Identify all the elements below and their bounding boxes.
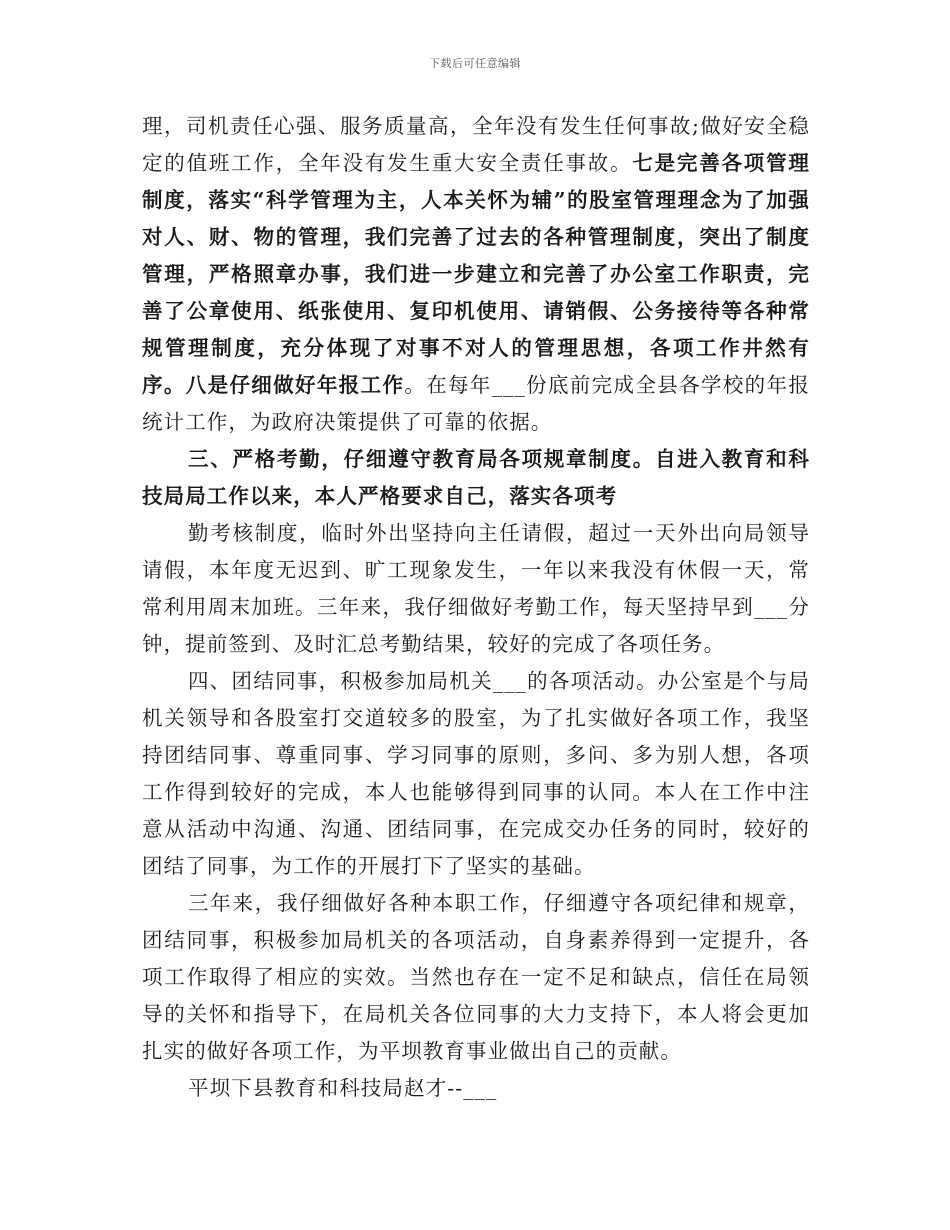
page-header: 下载后可任意编辑 (429, 57, 521, 70)
document-body (142, 108, 810, 1107)
paragraph-2-heading: 三、严格考勤，仔细遵守教育局各项规章制度。自进入教育和科技局局工作以来，本人严格要求自己，落实各项考 (142, 447, 810, 508)
paragraph-1 (142, 108, 810, 441)
signature-line: 平坝下县教育和科技局赵才--___ (188, 1076, 498, 1100)
paragraph-3: 勤考核制度，临时外出坚持向主任请假，超过一天外出向局领导请假，本年度无迟到、旷工现象发生，一年以来我没有休假一天，常常利用周末加班。三年来，我仔细做好考勤工作，每天坚持早到___分钟，提前签到、及时汇总考勤结果，较好的完成了各项任务。 (142, 521, 810, 656)
paragraph-5: 三年来，我仔细做好各种本职工作，仔细遵守各项纪律和规章，团结同事，积极参加局机关的各项活动，自身素养得到一定提升，各项工作取得了相应的实效。当然也存在一定不足和缺点，信任在局领导的关怀和指导下，在局机关各位同事的大力支持下，本人将会更加扎实的做好各项工作，为平坝教育事业做出自己的贡献。 (142, 891, 810, 1063)
paragraph-1-text-b: 。在每年___份底前完成全县各学校的年报统计工作，为政府决策提供了可靠的依据。 (142, 373, 811, 434)
paragraph-1-text-a: 理，司机责任心强、服务质量高，全年没有发生任何事故;做好安全稳定的值班工作，全年没有发生重大安全责任事故。 (142, 114, 810, 175)
paragraph-1-bold: 七是完善各项管理制度，落实“科学管理为主，人本关怀为辅”的股室管理理念为了加强对人、财、物的管理，我们完善了过去的各种管理制度，突出了制度管理，严格照章办事，我们进一步建立和完善了办公室工作职责，完善了公章使用、纸张使用、复印机使用、请销假、公务接待等各种常规管理制度，充分体现了对事不对人的管理思想，各项工作井然有序。八是仔细做好年报工作 (142, 151, 810, 397)
paragraph-4: 四、团结同事，积极参加局机关___的各项活动。办公室是个与局机关领导和各股室打交道较多的股室，为了扎实做好各项工作，我坚持团结同事、尊重同事、学习同事的原则，多问、多为别人想，各项工作得到较好的完成，本人也能够得到同事的认同。本人在工作中注意从活动中沟通、沟通、团结同事，在完成交办任务的同时，较好的团结了同事，为工作的开展打下了坚实的基础。 (142, 669, 810, 878)
